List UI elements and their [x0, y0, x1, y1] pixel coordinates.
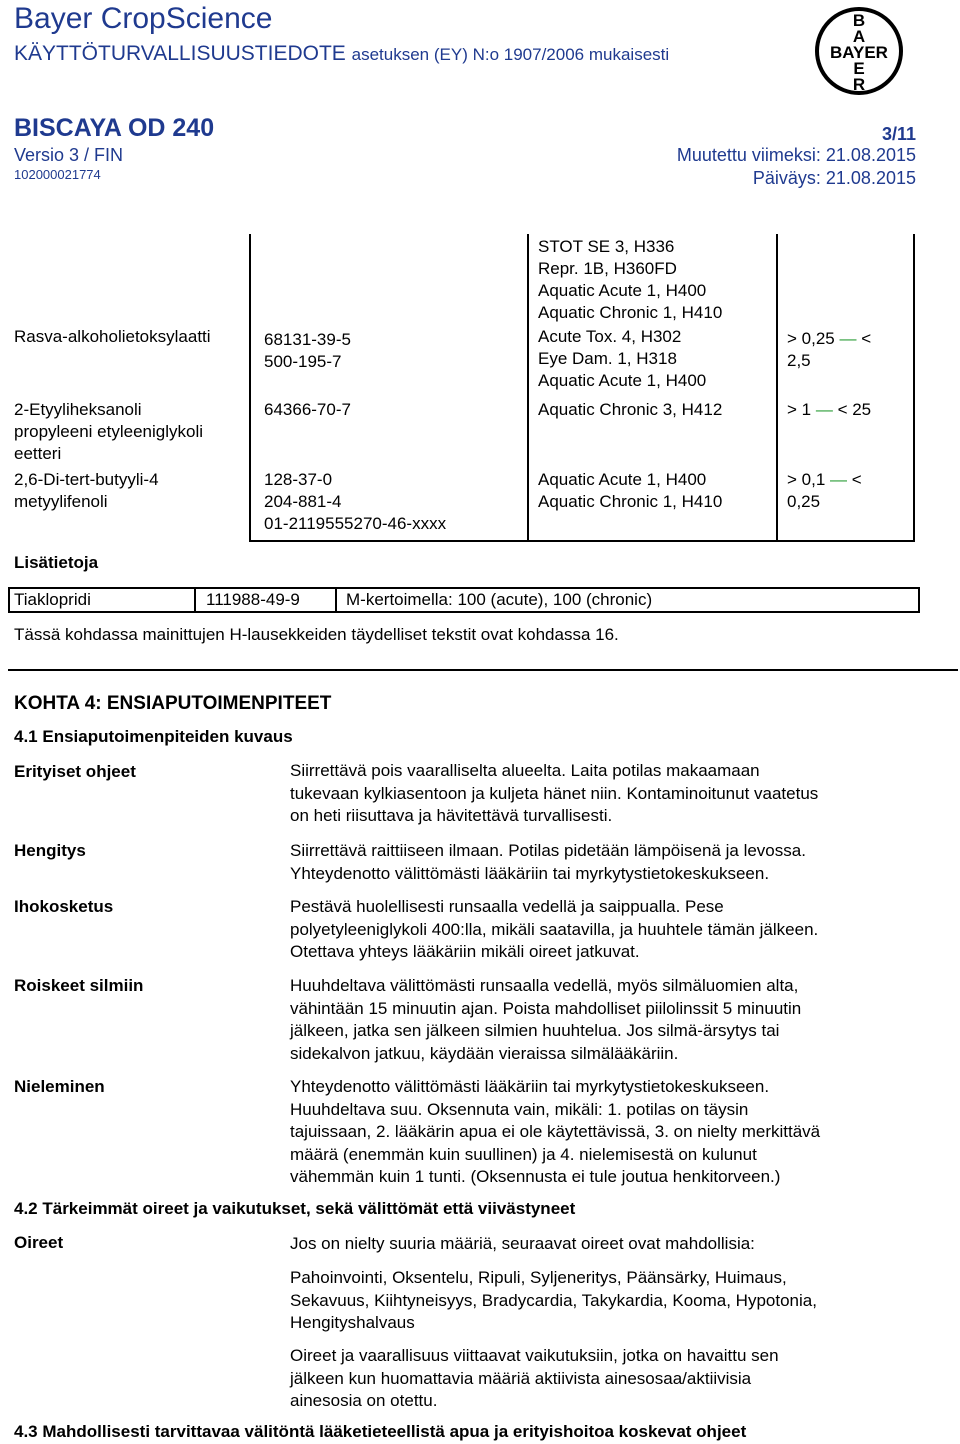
version-label: Versio 3 / FIN [14, 145, 124, 165]
symptoms-label: Oireet [14, 1233, 64, 1252]
concentration-upper: < 25 [837, 400, 872, 419]
text-line: Huuhdeltava välittömästi runsaalla vedellä, myös silmäluomien alta, [290, 976, 799, 995]
concentration-upper: 0,25 [787, 492, 821, 511]
substance-name: eetteri [14, 444, 62, 463]
table-row-1-concentration [787, 328, 871, 372]
first-aid-label-eyes: Roiskeet silmiin [14, 976, 144, 995]
concentration-lower: > 0,25 [787, 329, 835, 348]
table-border-right [913, 234, 915, 542]
concentration-lower: > 1 [787, 400, 812, 419]
ec-number: 500-195-7 [264, 352, 342, 371]
additional-info-m-factor: M-kertoimella: 100 (acute), 100 (chronic) [346, 590, 653, 609]
first-aid-label-skin: Ihokosketus [14, 897, 114, 916]
text-line: Pahoinvointi, Oksentelu, Ripuli, Syljeneritys, Päänsärky, Huimaus, [290, 1268, 787, 1287]
first-aid-text-inhalation [290, 840, 930, 885]
cas-number: 64366-70-7 [264, 400, 351, 419]
company-name: Bayer CropScience [14, 2, 273, 35]
document-title-main: KÄYTTÖTURVALLISUUSTIEDOTE [14, 42, 346, 65]
subsection-4-1-title: 4.1 Ensiaputoimenpiteiden kuvaus [14, 727, 293, 746]
hazard-class: Aquatic Acute 1, H400 [538, 281, 707, 300]
table-row-2-concentration [787, 399, 871, 421]
first-aid-label-inhalation: Hengitys [14, 841, 86, 860]
table-row-3-classes [538, 469, 722, 513]
hazard-class: Acute Tox. 4, H302 [538, 327, 682, 346]
hazard-class: Eye Dam. 1, H318 [538, 349, 677, 368]
registration-number: 01-2119555270-46-xxxx [264, 514, 447, 533]
range-dash: — [839, 329, 857, 348]
substance-name: metyylifenoli [14, 492, 108, 511]
additional-info-cas: 111988-49-9 [206, 590, 300, 609]
text-line: ainesosia on otettu. [290, 1391, 438, 1410]
text-line: vähemmän kuin 1 tunti. (Oksennusta ei tule joutua henkitorveen.) [290, 1167, 781, 1186]
text-line: Otettava yhteys lääkäriin mikäli oireet jatkuvat. [290, 942, 640, 961]
text-line: Yhteydenotto välittömästi lääkäriin tai myrkytystietokeskukseen. [290, 863, 770, 883]
document-number: 102000021774 [14, 167, 101, 182]
table-border-col3 [776, 234, 778, 542]
concentration-upper-sign: < [851, 470, 862, 489]
first-aid-label-special: Erityiset ohjeet [14, 762, 136, 781]
additional-info-label: Lisätietoja [14, 553, 99, 572]
text-line: Siirrettävä raittiiseen ilmaan. Potilas pidetään lämpöisenä ja levossa. [290, 841, 806, 860]
table-cell-classes-top [538, 236, 722, 324]
cas-number: 68131-39-5 [264, 330, 351, 349]
substance-name: 2-Etyyliheksanoli [14, 400, 142, 419]
text-line: Sekavuus, Kiihtyneisyys, Bradycardia, Takykardia, Kooma, Hypotonia, [290, 1290, 817, 1310]
hazard-class: Aquatic Chronic 1, H410 [538, 492, 723, 511]
text-line: Yhteydenotto välittömästi lääkäriin tai myrkytystietokeskukseen. [290, 1077, 770, 1096]
text-line: tukevaan kylkiasentoon ja kuljeta hänet niin. Kontaminoitunut vaatetus [290, 783, 819, 803]
document-title-regulation: asetuksen (EY) N:o 1907/2006 mukaisesti [351, 45, 670, 64]
table-row-1-cas [264, 329, 351, 373]
first-aid-label-ingestion: Nieleminen [14, 1077, 105, 1096]
additional-info-table [8, 587, 920, 613]
table-row-3-concentration [787, 469, 862, 513]
symptoms-note [290, 1345, 930, 1413]
text-line: Pestävä huolellisesti runsaalla vedellä ja saippualla. Pese [290, 897, 724, 916]
text-line: Huuhdeltava suu. Oksennuta vain, mikäli: 1. potilas on täysin [290, 1099, 749, 1119]
text-line: määrä (enemmän kuin suullinen) ja 4. nielemisestä on kulunut [290, 1144, 757, 1164]
symptoms-list [290, 1267, 930, 1335]
hazard-class: Aquatic Chronic 1, H410 [538, 303, 723, 322]
table-row-2-classes [538, 399, 722, 421]
logo-letter-a: A [852, 27, 866, 46]
first-aid-text-special [290, 760, 930, 828]
first-aid-text-skin [290, 896, 930, 964]
table-row-3-cas [264, 469, 446, 535]
additional-info-divider [335, 589, 337, 611]
table-row-1-classes [538, 326, 706, 392]
hazard-class: STOT SE 3, H336 [538, 237, 675, 256]
concentration-upper: 2,5 [787, 351, 811, 370]
text-line: Jos on nielty suuria määriä, seuraavat oireet ovat mahdollisia: [290, 1234, 755, 1253]
concentration-upper-sign: < [861, 329, 872, 348]
table-border-col2 [527, 234, 529, 542]
text-line: tajuissaan, 2. lääkärin apua ei ole käytettävissä, 3. on nielty merkittävä [290, 1122, 821, 1141]
revised-date: Muutettu viimeksi: 21.08.2015 [676, 145, 916, 165]
substance-name: Rasva-alkoholietoksylaatti [14, 327, 211, 346]
text-line: jälkeen, jatka sen jälkeen silmien huuhtelua. Jos silmä-ärsytys tai [290, 1021, 780, 1040]
issue-date: Päiväys: 21.08.2015 [752, 168, 916, 188]
subsection-4-3-title: 4.3 Mahdollisesti tarvittavaa välitöntä lääketieteellistä apua ja erityishoitoa koskevat ohjeet [14, 1422, 747, 1441]
hazard-class: Aquatic Chronic 3, H412 [538, 400, 723, 419]
product-name: BISCAYA OD 240 [14, 114, 215, 142]
page-number: 3/11 [881, 124, 916, 144]
concentration-lower: > 0,1 [787, 470, 826, 489]
logo-word-bayer: BAYER [830, 43, 888, 62]
bayer-logo [814, 2, 904, 100]
text-line: on heti riisuttava ja hävitettävä turvallisesti. [290, 806, 613, 825]
text-line: Siirrettävä pois vaaralliselta alueelta. Laita potilas makaamaan [290, 761, 760, 780]
substance-name: propyleeni etyleeniglykoli [14, 422, 204, 441]
section-4-title: KOHTA 4: ENSIAPUTOIMENPITEET [14, 693, 332, 714]
hazard-class: Repr. 1B, H360FD [538, 259, 677, 278]
first-aid-text-eyes [290, 975, 930, 1065]
text-line: sidekalvon jatkuu, käydään vieraissa silmälääkäriin. [290, 1043, 679, 1063]
range-dash: — [815, 400, 833, 419]
table-row-1-name [14, 326, 211, 348]
subsection-4-2-title: 4.2 Tärkeimmät oireet ja vaikutukset, sekä välittömät että viivästyneet [14, 1199, 576, 1218]
hazard-class: Aquatic Acute 1, H400 [538, 470, 707, 489]
section-divider [8, 669, 958, 671]
table-border-left-upper [249, 234, 251, 542]
additional-info-substance: Tiaklopridi [14, 590, 91, 609]
hazard-class: Aquatic Acute 1, H400 [538, 371, 707, 390]
substance-name: 2,6-Di-tert-butyyli-4 [14, 470, 159, 489]
range-dash: — [830, 470, 848, 489]
logo-letter-b: B [852, 11, 866, 30]
table-border-bottom [249, 540, 915, 542]
table-row-3-name [14, 469, 159, 513]
table-footnote: Tässä kohdassa mainittujen H-lausekkeiden täydelliset tekstit ovat kohdassa 16. [14, 625, 619, 644]
cas-number: 128-37-0 [264, 470, 333, 489]
text-line: Hengityshalvaus [290, 1313, 415, 1332]
text-line: vähintään 15 minuutin ajan. Poista mahdolliset piilolinssit 5 minuutin [290, 998, 802, 1018]
table-row-2-name [14, 399, 203, 465]
text-line: polyetyleeniglykoli 400:lla, mikäli saatavilla, ja huuhtele tämän jälkeen. [290, 919, 819, 939]
table-row-2-cas [264, 399, 351, 421]
ec-number: 204-881-4 [264, 492, 342, 511]
additional-info-divider [194, 589, 196, 611]
text-line: Oireet ja vaarallisuus viittaavat vaikutuksiin, jotka on havaittu sen [290, 1346, 779, 1365]
first-aid-text-ingestion [290, 1076, 930, 1189]
symptoms-intro [290, 1233, 930, 1256]
document-title [14, 42, 669, 66]
logo-letter-e: E [853, 59, 865, 78]
text-line: jälkeen kun huomattavia määriä aktiivista ainesosaa/aktiivisia [290, 1368, 752, 1388]
logo-letter-r: R [852, 75, 866, 94]
